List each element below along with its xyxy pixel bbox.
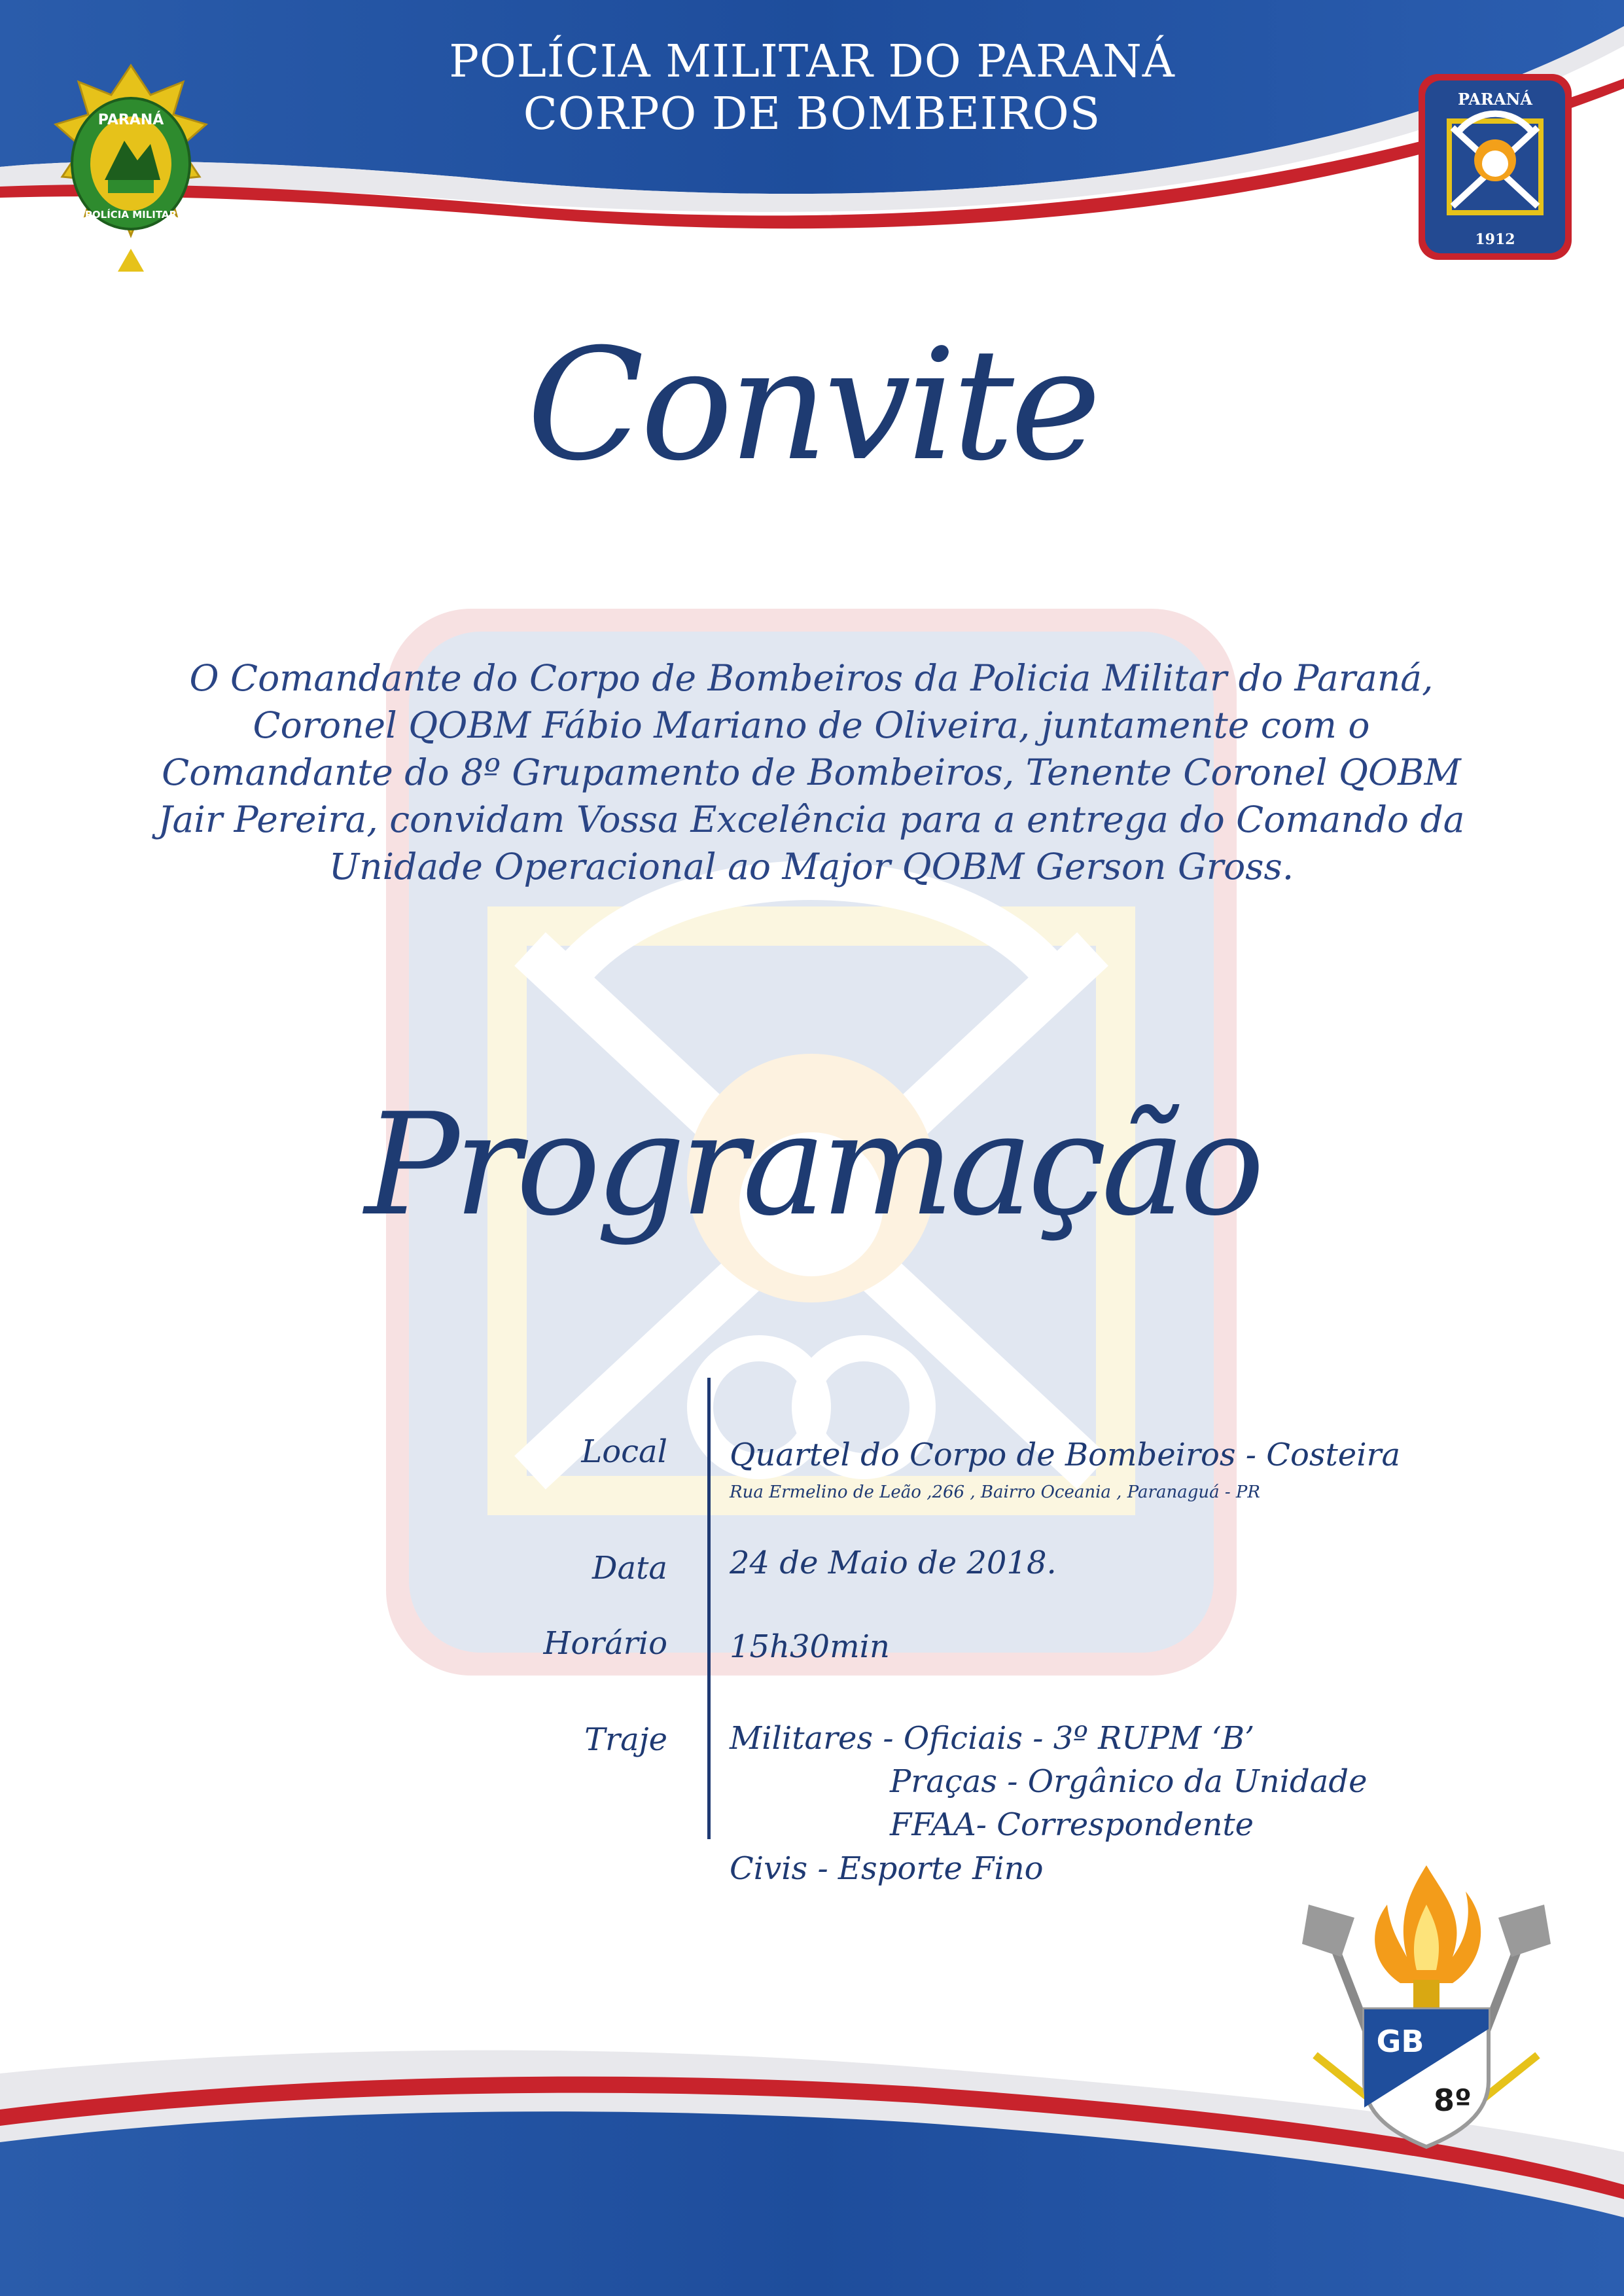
local-address: Rua Ermelino de Leão ,266 , Bairro Oceania , Paranaguá - PR <box>730 1482 1260 1502</box>
page-title: Convite <box>526 316 1098 495</box>
program-divider <box>707 1378 711 1839</box>
cb-logo-top-text: PARANÁ <box>1457 90 1533 109</box>
invitation-line: Coronel QOBM Fábio Mariano de Oliveira, juntamente com o <box>253 704 1370 746</box>
header-title-line1: POLÍCIA MILITAR DO PARANÁ <box>449 36 1175 88</box>
traje-line: Civis - Esporte Fino <box>730 1850 1044 1887</box>
traje-line: FFAA- Correspondente <box>890 1806 1254 1843</box>
pm-logo-bottom-text: POLÍCIA MILITAR <box>84 209 177 221</box>
gb-emblem-number: 8º <box>1434 2083 1472 2118</box>
pm-logo-top-text: PARANÁ <box>97 112 164 128</box>
header-title <box>0 36 1624 141</box>
data-label: Data <box>591 1550 667 1587</box>
grupamento-bombeiros-emblem-icon <box>1302 1859 1551 2153</box>
program-title: Programação <box>364 1083 1260 1247</box>
invitation-text <box>157 655 1466 890</box>
traje-label: Traje <box>584 1721 667 1758</box>
traje-line: Militares - Oficiais - 3º RUPM ‘B’ <box>730 1720 1255 1757</box>
invitation-line: Jair Pereira, convidam Vossa Excelência para a entrega do Comando da <box>158 798 1465 840</box>
invitation-line: Comandante do 8º Grupamento de Bombeiros, Tenente Coronel QOBM <box>162 751 1461 793</box>
policia-militar-badge-icon <box>52 62 209 272</box>
traje-line: Praças - Orgânico da Unidade <box>890 1763 1368 1800</box>
horario-label: Horário <box>543 1625 667 1662</box>
local-value: Quartel do Corpo de Bombeiros - Costeira <box>730 1437 1401 1473</box>
horario-value: 15h30min <box>730 1628 890 1665</box>
gb-emblem-text: GB <box>1376 2024 1424 2059</box>
data-value: 24 de Maio de 2018. <box>730 1545 1057 1581</box>
local-label: Local <box>581 1433 667 1470</box>
corpo-bombeiros-shield-icon <box>1413 69 1577 265</box>
cb-logo-year: 1912 <box>1475 231 1515 248</box>
invitation-line: Unidade Operacional ao Major QOBM Gerson Gross. <box>328 846 1294 888</box>
invitation-line: O Comandante do Corpo de Bombeiros da Policia Militar do Paraná, <box>189 657 1434 699</box>
header-title-line2: CORPO DE BOMBEIROS <box>523 88 1101 140</box>
